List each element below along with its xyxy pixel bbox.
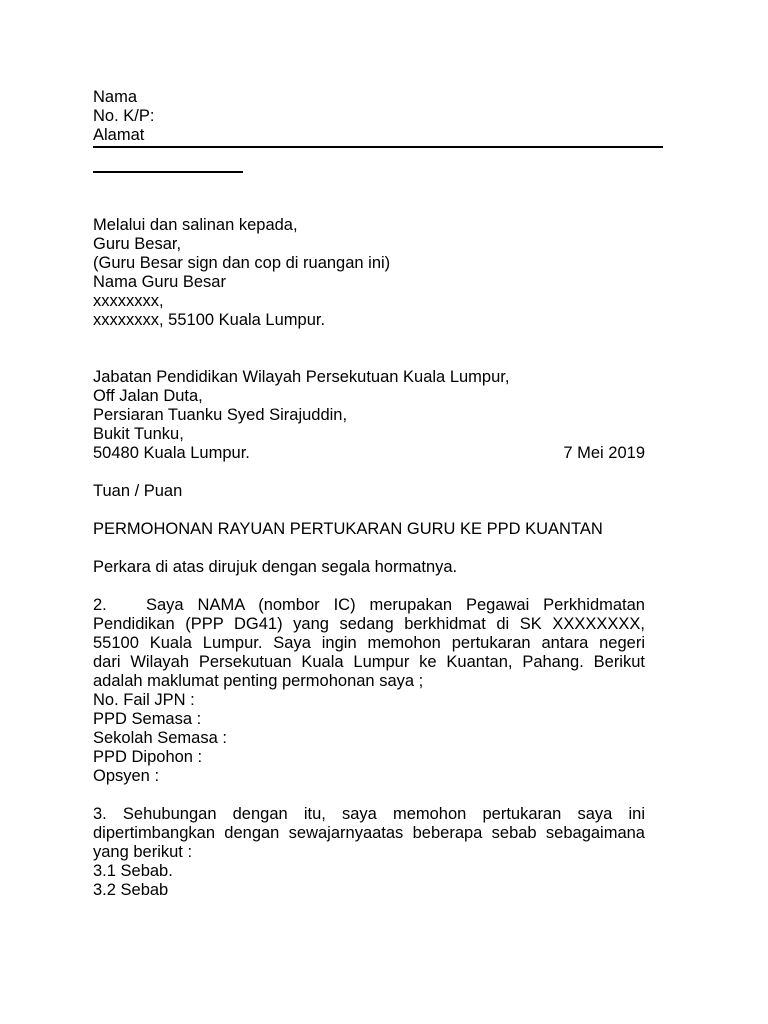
para2-line-1-text: Saya NAMA (nombor IC) merupakan Pegawai Perkhidmatan	[146, 596, 645, 614]
via-address-2: xxxxxxxx, 55100 Kuala Lumpur.	[93, 311, 326, 329]
recipient-line-5: 50480 Kuala Lumpur.	[93, 444, 250, 462]
para2-line-3: 55100 Kuala Lumpur. Saya ingin memohon pertukaran antara negeri	[93, 634, 645, 652]
field-sekolah-semasa: Sekolah Semasa :	[93, 729, 227, 747]
via-title: Guru Besar,	[93, 235, 182, 253]
recipient-line-3: Persiaran Tuanku Syed Sirajuddin,	[93, 406, 348, 424]
para3-line-3: yang berikut :	[93, 843, 193, 861]
para3-line-2: dipertimbangkan dengan sewajarnyaatas beberapa sebab sebagaimana	[93, 824, 645, 842]
field-ppd-semasa: PPD Semasa :	[93, 710, 202, 728]
para2-number: 2.	[93, 596, 107, 614]
via-address-1: xxxxxxxx,	[93, 292, 164, 310]
para2-line-5: adalah maklumat penting permohonan saya ;	[93, 672, 424, 690]
para2-line-4: dari Wilayah Persekutuan Kuala Lumpur ke Kuantan, Pahang. Berikut	[93, 653, 645, 671]
field-ppd-dipohon: PPD Dipohon :	[93, 748, 203, 766]
salutation: Tuan / Puan	[93, 482, 183, 500]
para3-item-1: 3.1 Sebab.	[93, 862, 173, 880]
subject-line: PERMOHONAN RAYUAN PERTUKARAN GURU KE PPD KUANTAN	[93, 520, 603, 538]
via-note: (Guru Besar sign dan cop di ruangan ini)	[93, 254, 391, 272]
opening-line: Perkara di atas dirujuk dengan segala hormatnya.	[93, 558, 458, 576]
sender-name-label: Nama	[93, 88, 138, 106]
field-opsyen: Opsyen :	[93, 767, 160, 785]
para2-line-2: Pendidikan (PPP DG41) yang sedang berkhidmat di SK XXXXXXXX,	[93, 615, 645, 633]
address-underline-1	[93, 146, 663, 148]
sender-address-label: Alamat	[93, 126, 145, 144]
via-intro: Melalui dan salinan kepada,	[93, 216, 298, 234]
recipient-line-1: Jabatan Pendidikan Wilayah Persekutuan Kuala Lumpur,	[93, 368, 510, 386]
letter-page	[93, 88, 668, 900]
field-fail-jpn: No. Fail JPN :	[93, 691, 195, 709]
sender-ic-label: No. K/P:	[93, 107, 155, 125]
recipient-date-row	[93, 444, 645, 463]
recipient-line-4: Bukit Tunku,	[93, 425, 184, 443]
letter-date: 7 Mei 2019	[563, 444, 645, 462]
para3-item-2: 3.2 Sebab	[93, 881, 169, 899]
para2-line-1	[93, 596, 645, 615]
para3-line-1: 3. Sehubungan dengan itu, saya memohon pertukaran saya ini	[93, 805, 645, 823]
recipient-line-2: Off Jalan Duta,	[93, 387, 203, 405]
via-name: Nama Guru Besar	[93, 273, 226, 291]
